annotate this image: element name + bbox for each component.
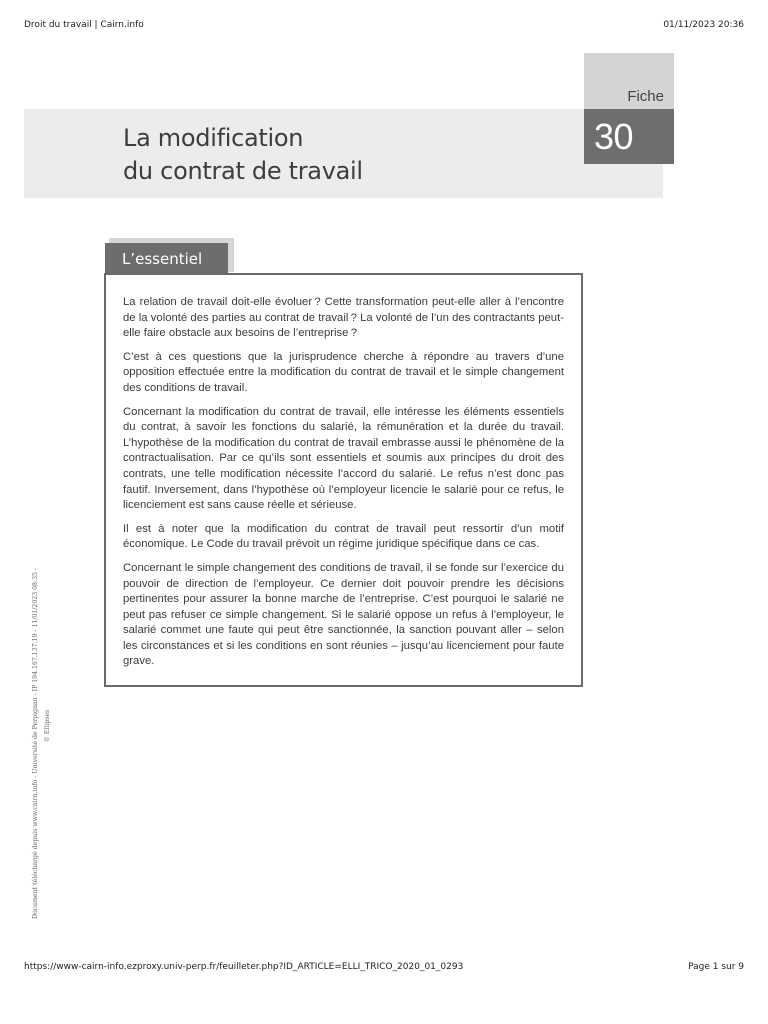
page-title: [123, 122, 363, 188]
download-notice: [30, 533, 60, 919]
copyright-notice: © Ellipses: [44, 709, 51, 743]
paragraph-1: La relation de travail doit-elle évoluer ? Cette transformation peut-elle aller à l’encontre de la volonté des parties au contrat de travail ? La volonté de l’un des contractants peut-elle faire obstacle aux besoins de l’entreprise ?: [123, 296, 564, 340]
print-header-title: Droit du travail | Cairn.info: [24, 20, 144, 30]
essentiel-box: [104, 273, 583, 687]
title-line-2: du contrat de travail: [123, 157, 363, 185]
paragraph-3: Concernant la modification du contrat de travail, elle intéresse les éléments essentiels du contrat, à savoir les fonctions du salarié, la rémunération et la durée du travail. L’hypothèse de la modification du contrat de travail embrasse aussi le phénomène de la contractualisation. Par ce qu’ils sont essentiels et soumis aux principes du droit des contrats, une telle modification nécessite l’accord du salarié. Le refus n’est donc pas fautif. Inversement, dans l’hypothèse où l’employeur licencie le salarié pour ce refus, le licenciement est sans cause réelle et sérieuse.: [123, 405, 564, 512]
download-notice-wrap: [30, 533, 60, 919]
title-line-1: La modification: [123, 124, 304, 152]
fiche-number: 30: [594, 116, 634, 157]
fiche-number-box: [584, 109, 674, 164]
paragraph-2: C’est à ces questions que la jurisprudence cherche à répondre au travers d’une opposition effectuée entre la modification du contrat de travail et le simple changement des conditions de travail.: [123, 350, 564, 394]
fiche-label: Fiche: [627, 88, 664, 105]
print-header-datetime: 01/11/2023 20:36: [663, 20, 744, 30]
paragraph-5: Concernant le simple changement des conditions de travail, il se fonde sur l’exercice du pouvoir de direction de l’employeur. Ce dernier doit pouvoir prendre les décisions pertinentes pour assurer la bonne marche de l’entreprise. C’est pourquoi le salarié ne peut pas refuser ce simple changement. Si le salarié oppose un refus à l’employeur, le salarié commet une faute qui peut être sanctionnée, la sanction pouvant aller – selon les circonstances et si les conditions en sont réunies – jusqu’au licenciement pour faute grave.: [123, 561, 564, 668]
fiche-label-box: [584, 53, 674, 109]
print-footer-url: https://www-cairn-info.ezproxy.univ-perp.fr/feuilleter.php?ID_ARTICLE=ELLI_TRICO_2020_01_0293: [24, 962, 464, 972]
print-footer-page: Page 1 sur 9: [688, 962, 744, 972]
paragraph-4: Il est à noter que la modification du contrat de travail peut ressortir d’un motif économique. Le Code du travail prévoit un régime juridique spécifique dans ce cas.: [123, 522, 564, 551]
section-tab: L’essentiel: [105, 243, 228, 274]
download-notice-line: Document téléchargé depuis www.cairn.info - Université de Perpignan - IP 194.167.137.19 - 11/01/2023 08:35 -: [32, 568, 39, 919]
